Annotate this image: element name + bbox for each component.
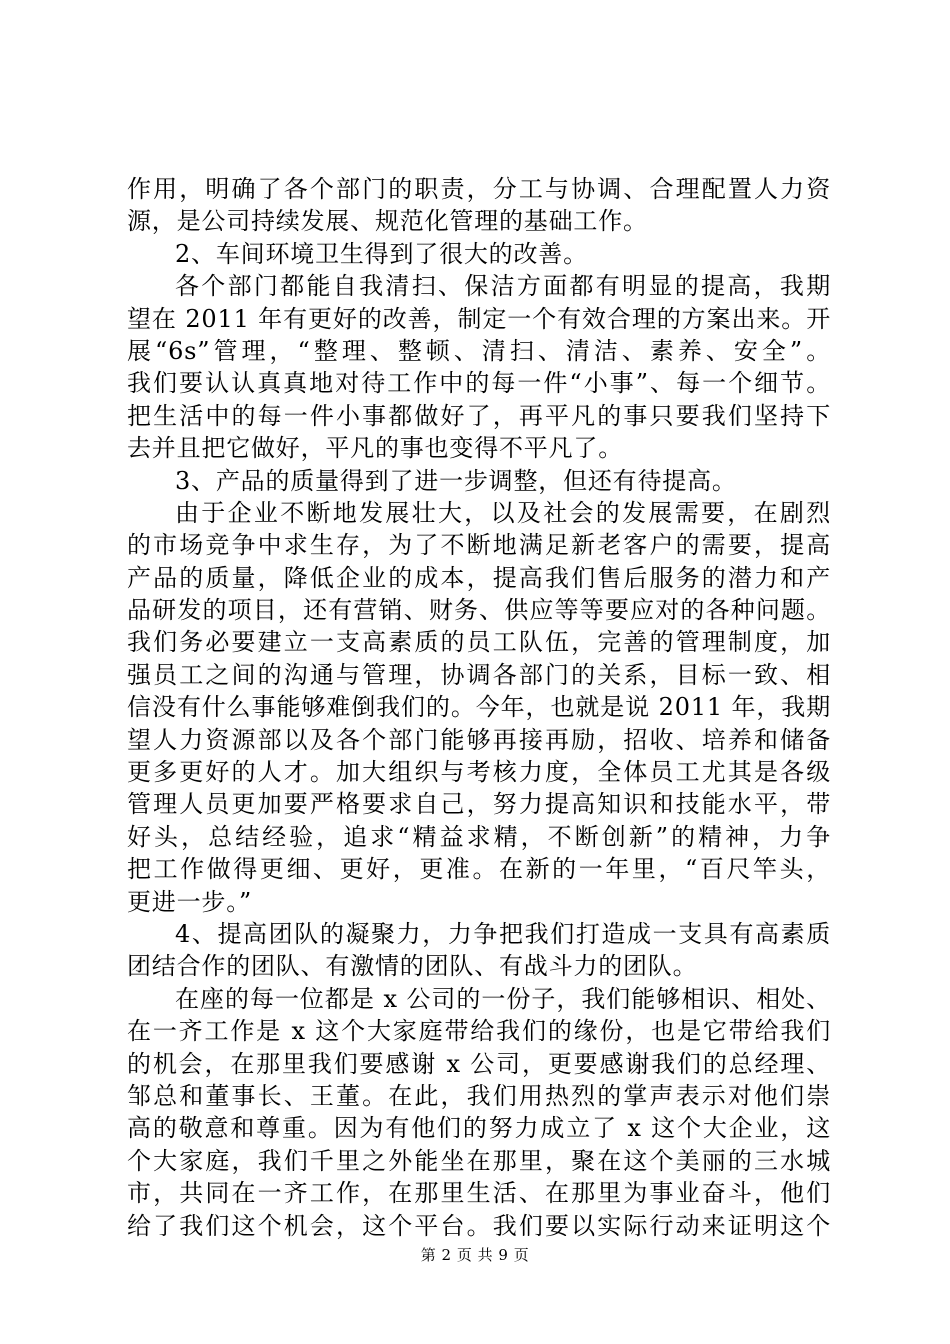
text-line: 望人力资源部以及各个部门能够再接再励，招收、培养和储备: [127, 725, 831, 754]
text-line: 团结合作的团队、有激情的团队、有战斗力的团队。: [127, 952, 698, 981]
text-line: 4、提高团队的凝聚力，力争把我们打造成一支具有高素质: [175, 919, 831, 948]
text-line: 品研发的项目，还有营销、财务、供应等等要应对的各种问题。: [127, 596, 831, 625]
text-line: 展“6s”管理，“整理、整顿、清扫、清洁、素养、安全”。: [127, 336, 831, 365]
text-line: 源，是公司持续发展、规范化管理的基础工作。: [127, 207, 648, 236]
text-line: 望在 2011 年有更好的改善，制定一个有效合理的方案出来。开: [127, 304, 831, 333]
text-line: 把工作做得更细、更好，更准。在新的一年里，“百尺竿头，: [127, 855, 831, 884]
text-line: 2、车间环境卫生得到了很大的改善。: [175, 239, 588, 268]
text-line: 个大家庭，我们千里之外能坐在那里，聚在这个美丽的三水城: [127, 1146, 831, 1175]
text-line: 邹总和董事长、王董。在此，我们用热烈的掌声表示对他们崇: [127, 1081, 831, 1110]
text-line: 更多更好的人才。加大组织与考核力度，全体员工尤其是各级: [127, 758, 831, 787]
text-line: 的机会，在那里我们要感谢 x 公司，更要感谢我们的总经理、: [127, 1049, 831, 1078]
text-line: 市，共同在一齐工作，在那里生活、在那里为事业奋斗，他们: [127, 1179, 831, 1208]
text-line: 把生活中的每一件小事都做好了，再平凡的事只要我们坚持下: [127, 401, 831, 430]
text-line: 更进一步。”: [127, 887, 253, 916]
text-line: 管理人员更加要严格要求自己，努力提高知识和技能水平，带: [127, 790, 831, 819]
text-line: 作用，明确了各个部门的职责，分工与协调、合理配置人力资: [127, 175, 831, 203]
text-line: 高的敬意和尊重。因为有他们的努力成立了 x 这个大企业，这: [127, 1114, 831, 1143]
text-line: 信没有什么事能够难倒我们的。今年，也就是说 2011 年，我期: [127, 693, 831, 722]
text-line: 在座的每一位都是 x 公司的一份子，我们能够相识、相处、: [175, 984, 831, 1013]
text-line: 在一齐工作是 x 这个大家庭带给我们的缘份，也是它带给我们: [127, 1017, 831, 1046]
text-line: 各个部门都能自我清扫、保洁方面都有明显的提高，我期: [175, 272, 831, 301]
text-line: 产品的质量，降低企业的成本，提高我们售后服务的潜力和产: [127, 563, 831, 592]
page-footer: 第 2 页 共 9 页: [420, 1246, 530, 1264]
text-line: 给了我们这个机会，这个平台。我们要以实际行动来证明这个: [127, 1211, 831, 1240]
text-line: 由于企业不断地发展壮大，以及社会的发展需要，在剧烈: [175, 498, 831, 527]
text-line: 我们务必要建立一支高素质的员工队伍，完善的管理制度，加: [127, 628, 831, 657]
text-line: 强员工之间的沟通与管理，协调各部门的关系，目标一致、相: [127, 660, 831, 689]
text-line: 好头，总结经验，追求“精益求精，不断创新”的精神，力争: [127, 822, 831, 851]
document-body: [127, 173, 831, 1242]
text-line: 的市场竞争中求生存，为了不断地满足新老客户的需要，提高: [127, 531, 831, 560]
text-line: 我们要认认真真地对待工作中的每一件“小事”、每一个细节。: [127, 369, 831, 398]
text-line: 去并且把它做好，平凡的事也变得不平凡了。: [127, 434, 623, 463]
text-line: 3、产品的质量得到了进一步调整，但还有待提高。: [175, 466, 737, 495]
